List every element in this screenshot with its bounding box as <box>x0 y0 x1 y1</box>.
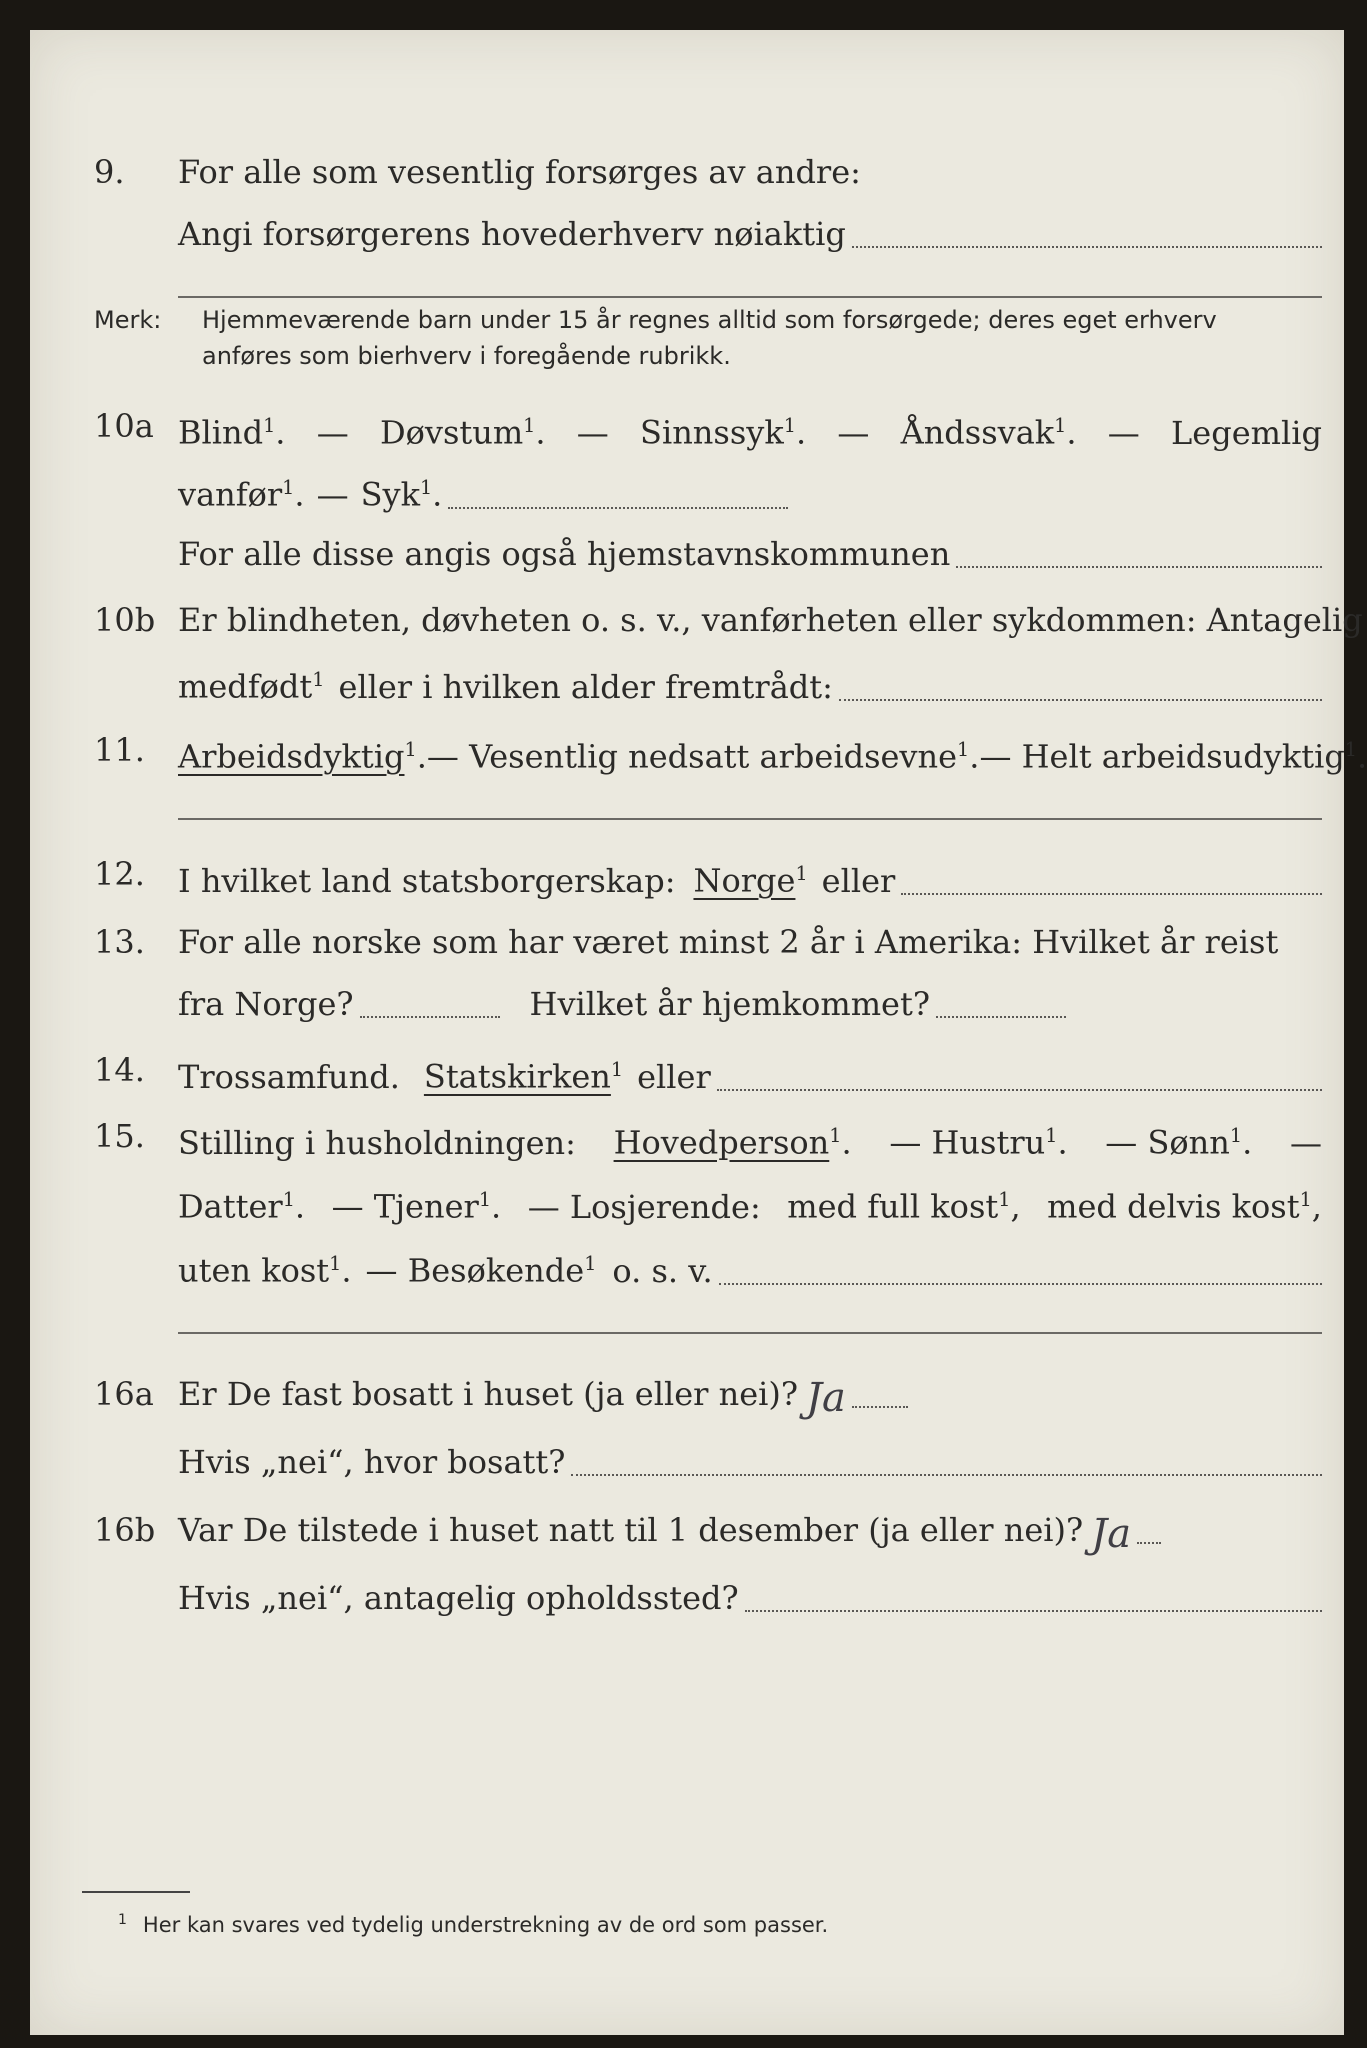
q16b-opholdssted-field[interactable] <box>745 1609 1322 1612</box>
q11-answer-line[interactable] <box>178 818 1322 820</box>
option-statskirken[interactable]: Statskirken$^1$ <box>423 1057 624 1096</box>
option-hustru[interactable]: — Hustru$^1$. <box>889 1123 1068 1162</box>
q15-row-2 <box>30 1176 1344 1236</box>
footnote-text: Her kan svares ved tydelig understrekning av de ord som passer. <box>142 1913 829 1937</box>
q12-text: I hvilket land statsborgerskap: <box>178 861 676 900</box>
q16a-bosatt-field[interactable] <box>571 1473 1322 1476</box>
option-medfodt[interactable]: medfødt$^1$ <box>178 667 325 706</box>
q16a-text-2: Hvis „nei“, hvor bosatt? <box>178 1443 566 1481</box>
q16a-row-1 <box>30 1370 1344 1430</box>
option-dovstum[interactable]: Døvstum$^1$. <box>379 413 546 452</box>
q15-lead: Stilling i husholdningen: <box>178 1123 576 1162</box>
option-nedsatt[interactable]: — Vesentlig nedsatt arbeidsevne$^1$. <box>426 737 980 776</box>
q16a-number: 16a <box>94 1375 154 1413</box>
q10b-text-2: eller i hvilken alder fremtrådt: <box>338 667 833 706</box>
q15-losjerende: — Losjerende: <box>527 1187 761 1226</box>
footnote <box>118 1912 828 1937</box>
q16a-text-1: Er De fast bosatt i huset (ja eller nei)? <box>178 1375 799 1413</box>
q14-number: 14. <box>94 1051 145 1089</box>
q15-number: 15. <box>94 1117 145 1155</box>
q10a-hjemstavn-field[interactable] <box>956 565 1322 568</box>
option-syk[interactable]: Syk$^1$. <box>360 475 443 514</box>
q12-country-field[interactable] <box>901 892 1322 895</box>
q10a-row-1: 10a Blind$^1$. — Døvstum$^1$. — Sinnssyk$^1$. — Åndssvak$^1$. — Legemlig <box>30 402 1344 462</box>
q16b-number: 16b <box>94 1511 156 1549</box>
q10b-row-2 <box>30 656 1344 716</box>
q15-row-1: 15. Stilling i husholdningen: Hovedperson$^1$. — Hustru$^1$. — Sønn$^1$. — <box>30 1112 1344 1172</box>
merk-label: Merk: <box>94 306 162 334</box>
option-norge[interactable]: Norge$^1$ <box>693 861 808 900</box>
q9-row-2 <box>30 210 1344 270</box>
q10b-text-1: Er blindheten, døvheten o. s. v., vanførheten eller sykdommen: Antagelig <box>178 601 1363 639</box>
q16b-row-2 <box>30 1574 1344 1634</box>
merk-line-1: Hjemmeværende barn under 15 år regnes alltid som forsørgede; deres eget erhverv <box>202 306 1217 334</box>
option-arbeidsdyktig[interactable]: Arbeidsdyktig$^1$. <box>178 737 427 776</box>
q13-row-1 <box>30 918 1344 978</box>
q16a-row-2 <box>30 1438 1344 1498</box>
option-legemlig[interactable]: Legemlig <box>1171 413 1322 452</box>
q10b-number: 10b <box>94 601 156 639</box>
q10a-row-2: vanfør$^1$. — Syk$^1$. <box>30 464 1344 524</box>
q9-answer-line[interactable] <box>178 296 1322 298</box>
q11-row-1 <box>30 726 1367 786</box>
option-andssvak[interactable]: Åndssvak$^1$. <box>900 413 1077 452</box>
q10a-syk-field[interactable] <box>448 506 788 509</box>
merk-note <box>202 302 1322 374</box>
q13-row-2 <box>30 980 1344 1040</box>
q13-year-left-field[interactable] <box>360 1015 500 1018</box>
q15-answer-line[interactable] <box>178 1332 1322 1334</box>
q10b-row-1 <box>30 596 1363 656</box>
q14-faith-field[interactable] <box>717 1088 1322 1091</box>
q16a-answer-field[interactable] <box>852 1405 908 1408</box>
q16b-answer-field[interactable] <box>1137 1541 1161 1544</box>
q13-fra-norge: fra Norge? <box>178 985 354 1023</box>
q12-row-1 <box>30 850 1344 910</box>
footnote-rule <box>82 1891 190 1893</box>
q14-eller: eller <box>637 1057 711 1096</box>
q10a-text-3: For alle disse angis også hjemstavnskommunen <box>178 535 951 573</box>
q16b-handwritten-answer: Ja <box>1091 1511 1132 1557</box>
option-hovedperson[interactable]: Hovedperson$^1$. <box>613 1123 852 1162</box>
q9-answer-field[interactable] <box>852 245 1322 248</box>
q16b-text-2: Hvis „nei“, antagelig opholdssted? <box>178 1579 739 1617</box>
census-form-page <box>30 30 1367 2035</box>
q15-row-3 <box>30 1240 1344 1300</box>
option-delvis-kost[interactable]: med delvis kost$^1$, <box>1047 1187 1322 1226</box>
q13-hjemkommet: Hvilket år hjemkommet? <box>529 985 930 1023</box>
q15-other-field[interactable] <box>719 1282 1322 1285</box>
q9-number: 9. <box>94 153 125 191</box>
q9-row-1 <box>30 148 1344 208</box>
q13-year-returned-field[interactable] <box>936 1015 1066 1018</box>
q16b-row-1 <box>30 1506 1344 1566</box>
q10a-row-3 <box>30 530 1344 590</box>
option-datter[interactable]: Datter$^1$. <box>178 1187 306 1226</box>
footnote-mark: 1 <box>118 1912 127 1928</box>
q13-number: 13. <box>94 923 145 961</box>
q10b-alder-field[interactable] <box>839 698 1322 701</box>
q9-text-1: For alle som vesentlig forsørges av andre: <box>178 153 861 191</box>
option-sonn[interactable]: — Sønn$^1$. <box>1105 1123 1253 1162</box>
q16b-text-1: Var De tilstede i huset natt til 1 desember (ja eller nei)? <box>178 1511 1084 1549</box>
option-vanfor[interactable]: vanfør$^1$. <box>178 475 305 514</box>
q15-osv: o. s. v. <box>612 1251 713 1290</box>
q10a-number: 10a <box>94 407 154 445</box>
q13-text-1: For alle norske som har været minst 2 år i Amerika: Hvilket år reist <box>178 923 1279 961</box>
q12-eller: eller <box>821 861 896 900</box>
option-udyktig[interactable]: — Helt arbeidsudyktig$^1$. <box>979 737 1367 776</box>
q14-text: Trossamfund. <box>178 1057 400 1096</box>
option-full-kost[interactable]: med full kost$^1$, <box>787 1187 1021 1226</box>
merk-line-2: anføres som bierhverv i foregående rubrikk. <box>202 342 731 370</box>
option-blind[interactable]: Blind$^1$. <box>178 413 286 452</box>
q11-number: 11. <box>94 731 145 769</box>
q14-row-1 <box>30 1046 1344 1106</box>
option-besokende[interactable]: — Besøkende$^1$ <box>365 1251 597 1290</box>
q16a-handwritten-answer: Ja <box>806 1375 846 1421</box>
q12-number: 12. <box>94 855 145 893</box>
option-sinnssyk[interactable]: Sinnssyk$^1$. <box>640 413 807 452</box>
q9-text-2: Angi forsørgerens hovederhverv nøiaktig <box>178 215 846 253</box>
option-uten-kost[interactable]: uten kost$^1$. <box>178 1251 352 1290</box>
option-tjener[interactable]: — Tjener$^1$. <box>331 1187 502 1226</box>
